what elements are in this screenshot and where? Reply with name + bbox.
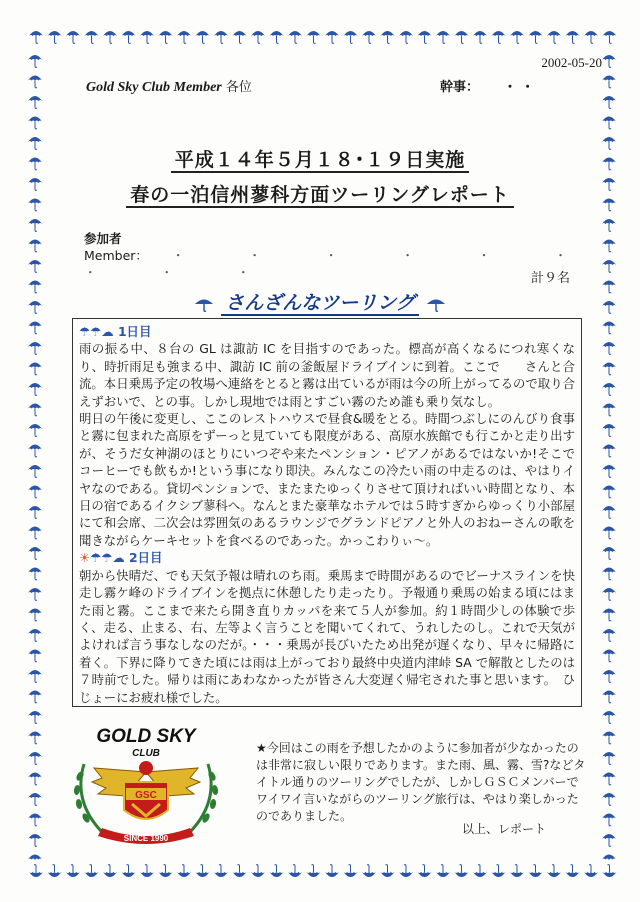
umbrella-icon	[418, 865, 432, 877]
umbrella-icon	[28, 773, 42, 785]
umbrella-icon	[196, 31, 210, 43]
umbrella-icon	[566, 31, 580, 43]
umbrella-icon	[381, 31, 395, 43]
umbrella-border-bottom	[26, 860, 618, 890]
umbrella-icon	[28, 793, 42, 805]
report-body	[72, 318, 582, 707]
umbrella-icon	[602, 363, 616, 375]
umbrella-icon	[602, 404, 616, 416]
umbrella-icon	[547, 865, 561, 877]
umbrella-icon	[492, 31, 506, 43]
participants-label-ja: 参加者	[84, 231, 122, 246]
umbrella-icon	[307, 865, 321, 877]
umbrella-icon	[436, 31, 450, 43]
umbrella-icon	[325, 865, 339, 877]
umbrella-icon	[602, 486, 616, 498]
umbrella-icon	[251, 865, 265, 877]
umbrella-icon	[602, 855, 616, 861]
umbrella-icon	[362, 31, 376, 43]
umbrella-icon	[602, 629, 616, 641]
umbrella-icon	[48, 31, 62, 43]
umbrella-icon	[28, 342, 42, 354]
umbrella-icon	[28, 96, 42, 108]
umbrella-icon	[29, 865, 43, 877]
umbrella-icon	[28, 219, 42, 231]
umbrella-icon	[28, 445, 42, 457]
umbrella-icon	[602, 588, 616, 600]
umbrella-icon	[602, 793, 616, 805]
umbrella-icon	[159, 865, 173, 877]
umbrella-icon	[602, 383, 616, 395]
umbrella-icon	[584, 31, 598, 43]
umbrella-icon	[28, 486, 42, 498]
day2-paragraph: 朝から快晴だ、でも天気予報は晴れのち雨。乗馬まで時間があるのでビーナスラインを快走し霧ケ峰のドライブインを拠点に休憩したり走ったり。予報通り乗馬の始まる頃にはまた雨と霧。ここまで来たら開き直りカッパを来て５人が参加。約１時間少しの体験で歩く、走る、止まる、右、左等よく言うことを聞いてくれて、うれしたのし。これで天気がよければ言う事なしなのだが。・・・乗馬が長びいたため出発が遅くなり、早々に帰路に着く。下界に降りてきた頃には雨は上がっており最終中央道内津峠 SA で解散としたのは７時前でした。帰りは雨にあわなかったが皆さん大変遅く帰宅された事と思います。 ひじょーにお疲れ様でした。	[79, 567, 575, 705]
participants-label-en: Member：	[84, 248, 148, 263]
umbrella-icon	[603, 865, 617, 877]
umbrella-icon	[28, 527, 42, 539]
umbrella-icon	[28, 383, 42, 395]
section-heading	[0, 288, 640, 315]
day1-paragraph: 明日の午後に変更し、ここのレストハウスで昼食&暖をとる。時間つぶしにのんびり食事と霧に包まれた高原をずーっと見ていても限度がある、高原水族館でも行こかと走り出すが、そうだ女神湖のほとりにいつぞや来たペンション・ピアノがあるではないか!そこでコーヒーでも飲もか!という事になり即決。みんなこの冷たい雨の中走るのは、やはりイヤなのである。貸切ペンションで、またまたゆっくりさせて頂ければいい時間となり、本日の宿であるイクシブ蓼科へ。なんとまた豪華なホテルでは５時すぎからゆっくり小部屋にて和会席、二次会は雰囲気のあるラウンジでグランドピアノと外人のおねーさんの歌を聞きながらケーキセットを食べるのであった。かっこわりぃ～。	[79, 411, 575, 548]
closing-sign: 以上、レポート	[461, 822, 546, 836]
umbrella-icon	[28, 260, 42, 272]
umbrella-icon	[29, 31, 43, 43]
umbrella-icon	[103, 865, 117, 877]
umbrella-icon	[584, 865, 598, 877]
umbrella-icon	[177, 865, 191, 877]
umbrella-icon	[602, 527, 616, 539]
umbrella-icon	[602, 465, 616, 477]
umbrella-icon	[288, 865, 302, 877]
umbrella-icon	[602, 711, 616, 723]
umbrella-icon	[425, 295, 447, 313]
umbrella-icon	[381, 865, 395, 877]
umbrella-icon	[28, 752, 42, 764]
umbrella-icon	[602, 547, 616, 559]
umbrella-icon	[28, 465, 42, 477]
umbrella-icon	[28, 424, 42, 436]
organizer-value: ・ ・	[503, 80, 535, 95]
umbrella-icon	[251, 31, 265, 43]
umbrella-icon	[529, 31, 543, 43]
cloud-icon: ☁	[101, 324, 114, 339]
umbrella-icon	[602, 650, 616, 662]
umbrella-icon	[362, 865, 376, 877]
umbrella-icon	[28, 732, 42, 744]
umbrella-icon	[529, 865, 543, 877]
umbrella-icon	[177, 31, 191, 43]
umbrella-icon	[510, 865, 524, 877]
umbrella-icon	[140, 865, 154, 877]
umbrella-icon	[602, 506, 616, 518]
umbrella-icon	[66, 865, 80, 877]
organizer	[440, 76, 534, 95]
organizer-label: 幹事：	[440, 80, 480, 95]
umbrella-icon	[307, 31, 321, 43]
umbrella-icon	[436, 865, 450, 877]
umbrella-icon	[193, 295, 215, 313]
day1-heading: ☂☂☁ 1日目	[79, 324, 152, 339]
document-date: 2002-05-20	[541, 55, 602, 70]
logo-subtitle: CLUB	[132, 748, 160, 759]
umbrella-icon	[85, 865, 99, 877]
umbrella-icon	[492, 865, 506, 877]
day1-paragraph: 雨の振る中、８台の GL は諏訪 IC を目指すのであった。標高が高くなるにつれ寒くなり、時折雨足も強まる中、諏訪 IC 前の釜飯屋ドライブインに到着。ここで さんと合流。本日乗馬予定の牧場へ連絡をとると霧は出ているが雨は今の所上がってるので取り合えずおいで、との事。しかし現地では雨とすごい霧のため誰も乗り気なし。	[79, 341, 575, 409]
umbrella-icon	[399, 865, 413, 877]
cloud-icon: ☁	[112, 550, 125, 566]
umbrella-icon	[602, 342, 616, 354]
umbrella-icon	[602, 96, 616, 108]
title-date: 平成１４年５月１８･１９日実施	[0, 145, 640, 172]
umbrella-icon	[602, 568, 616, 580]
umbrella-icon	[28, 117, 42, 129]
umbrella-icon	[28, 834, 42, 846]
umbrella-icon	[602, 814, 616, 826]
umbrella-icon	[602, 322, 616, 334]
umbrella-icon	[344, 31, 358, 43]
umbrella-icon	[28, 322, 42, 334]
umbrella-icon	[28, 363, 42, 375]
umbrella-icon	[28, 711, 42, 723]
section-title: さんざんなツーリング	[221, 292, 419, 316]
umbrella-icon	[473, 865, 487, 877]
umbrella-icon	[603, 31, 617, 43]
umbrella-icon	[28, 76, 42, 88]
umbrella-icon	[28, 650, 42, 662]
gsc-logo	[66, 724, 226, 849]
umbrella-icon	[28, 506, 42, 518]
umbrella-icon	[602, 445, 616, 457]
logo-title: GOLD SKY	[96, 726, 196, 747]
umbrella-icon	[233, 31, 247, 43]
umbrella-icon	[270, 865, 284, 877]
umbrella-icon	[122, 31, 136, 43]
umbrella-icon	[473, 31, 487, 43]
umbrella-icon	[214, 865, 228, 877]
umbrella-icon	[159, 31, 173, 43]
umbrella-icon	[602, 424, 616, 436]
umbrella-icon: ☂☂	[90, 550, 113, 566]
umbrella-icon	[602, 691, 616, 703]
closing-note: ★今回はこの雨を予想したかのように参加者が少なかったのは非常に寂しい限りであります。また雨、風、霧、雪?などタイトル通りのツーリングでしたが、しかしＧＳＣメンバーでワイワイ言いながらのツーリング旅行は、やはり楽しかったのでありました。	[256, 741, 586, 823]
umbrella-icon	[48, 865, 62, 877]
umbrella-icon: ☂☂	[79, 324, 102, 339]
umbrella-icon	[510, 31, 524, 43]
umbrella-icon	[399, 31, 413, 43]
umbrella-icon	[602, 752, 616, 764]
umbrella-icon	[28, 240, 42, 252]
umbrella-icon	[28, 629, 42, 641]
umbrella-icon	[233, 865, 247, 877]
eagle-emblem-icon	[73, 761, 219, 844]
umbrella-icon	[602, 76, 616, 88]
umbrella-icon	[196, 865, 210, 877]
umbrella-icon	[325, 31, 339, 43]
umbrella-icon	[270, 31, 284, 43]
umbrella-icon	[85, 31, 99, 43]
umbrella-icon	[602, 834, 616, 846]
sun-icon: ☀	[79, 550, 91, 566]
umbrella-icon	[288, 31, 302, 43]
umbrella-icon	[547, 31, 561, 43]
umbrella-icon	[122, 865, 136, 877]
umbrella-icon	[455, 31, 469, 43]
umbrella-icon	[66, 31, 80, 43]
title-report: 春の一泊信州蓼科方面ツーリングレポート	[0, 180, 640, 207]
umbrella-icon	[140, 31, 154, 43]
umbrella-icon	[28, 814, 42, 826]
umbrella-icon	[28, 670, 42, 682]
participants-names: ・ ・ ・ ・ ・ ・ ・ ・ ・	[84, 248, 597, 280]
umbrella-icon	[602, 609, 616, 621]
umbrella-icon	[602, 670, 616, 682]
club-member-label: Gold Sky Club Member	[86, 80, 222, 95]
umbrella-icon	[602, 55, 616, 67]
umbrella-icon	[28, 55, 42, 67]
umbrella-icon	[28, 568, 42, 580]
umbrella-icon	[344, 865, 358, 877]
umbrella-icon	[28, 855, 42, 861]
umbrella-icon	[28, 609, 42, 621]
umbrella-border-top	[26, 20, 618, 50]
umbrella-icon	[28, 691, 42, 703]
umbrella-icon	[103, 31, 117, 43]
umbrella-icon	[602, 773, 616, 785]
umbrella-icon	[28, 547, 42, 559]
day2-heading: ☀☂☂☁ 2日目	[79, 550, 163, 566]
logo-since: SINCE 1990	[123, 834, 169, 843]
umbrella-icon	[602, 117, 616, 129]
umbrella-icon	[566, 865, 580, 877]
umbrella-icon	[214, 31, 228, 43]
umbrella-icon	[418, 31, 432, 43]
umbrella-icon	[455, 865, 469, 877]
umbrella-icon	[28, 404, 42, 416]
logo-badge: GSC	[135, 790, 157, 801]
participants-total: 計９名	[530, 271, 570, 286]
umbrella-icon	[602, 732, 616, 744]
umbrella-icon	[28, 588, 42, 600]
addressee	[86, 76, 252, 96]
addressee-suffix: 各位	[225, 80, 252, 95]
